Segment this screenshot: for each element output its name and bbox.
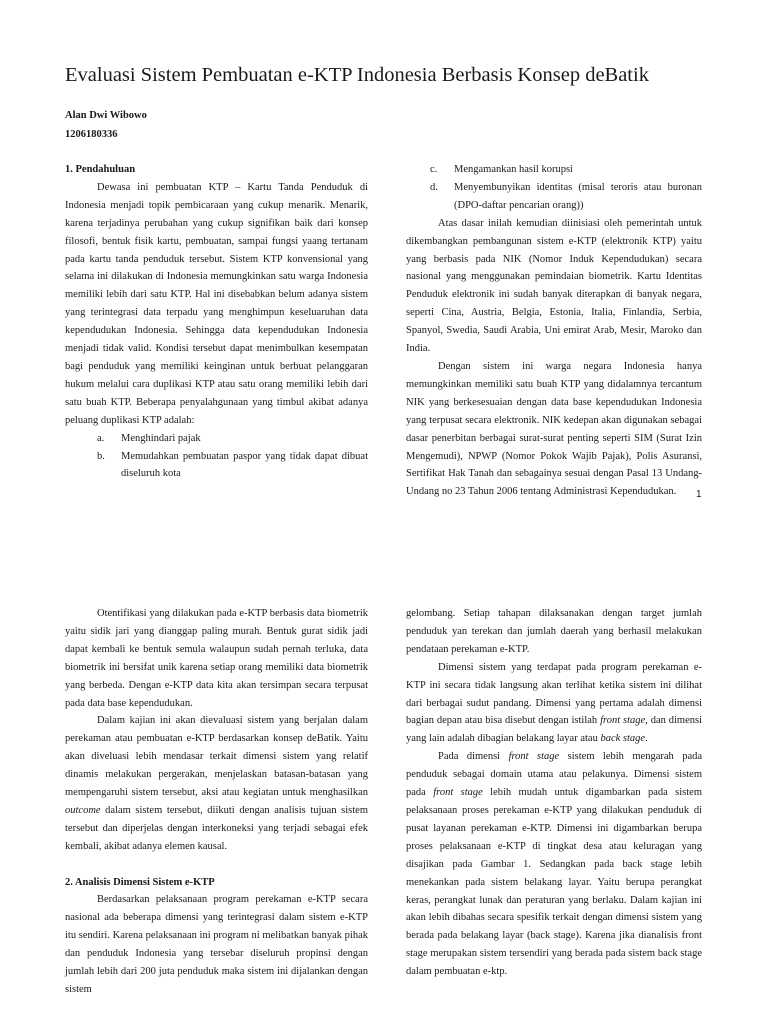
list-marker: a.: [97, 432, 105, 444]
paragraph: [65, 712, 368, 855]
list-text: Menghindari pajak: [121, 432, 201, 444]
student-id: 1206180336: [65, 129, 118, 140]
emphasis-text: front stage: [508, 751, 560, 763]
list-marker: d.: [430, 181, 438, 193]
text-run: dalam sistem tersebut, diikuti dengan analisis tujuan sistem tersebut dan diperjelas dengan interkoneksi yang terjadi sebagai efek kembali, akibat adanya elemen kausal.: [65, 804, 368, 852]
emphasis-text: front stage: [600, 715, 646, 727]
page1-right-column: [406, 161, 702, 501]
text-run: Dimensi sistem yang terdapat pada program perekaman e-KTP ini secara tidak langsung akan terlihat ketika sistem ini dilihat dari berbagai sudut pandang. Dimensi yang pertama adalah dimensi bagian depan atau bisa disebut dengan istilah: [406, 661, 702, 727]
list-item: [406, 179, 702, 215]
author-name: Alan Dwi Wibowo: [65, 110, 147, 121]
page1-left-column: [65, 161, 368, 483]
page2-left-column: [65, 605, 368, 999]
section-heading-introduction: 1. Pendahuluan: [65, 164, 136, 175]
page-separator: [0, 540, 768, 592]
paragraph: Dewasa ini pembuatan KTP – Kartu Tanda Penduduk di Indonesia menjadi topik pembicaraan yang cukup menarik. Menarik, karena terjadinya perubahan yang cukup signifikan baik dari konsep filosofi, bentuk fisik kartu, pembuatan, sampai fungsi yaang tertanam pada kartu tanda penduduk tersebut. Sistem KTP konvensional yang selama ini dilakukan di Indonesia memungkinkan satu warga Indonesia memiliki lebih dari satu KTP. Hal ini disebabkan belum adanya sistem yang terintegrasi data terpadu yang menghimpun keseluaruhan data kependudukan Indonesia. Sehingga data kependudukan Indonesia menjadi tidak valid. Kondisi tersebut dapat menimbulkan kesempatan bagi penduduk yang memiliki keinginan untuk berbuat pelanggaran hukum melalui cara duplikasi KTP atau satu orang memiliki lebih dari satu buah KTP. Beberapa penyalahgunaan yang timbul akibat adanya peluang duplikasi KTP adalah:: [65, 181, 368, 426]
page2-right-column: [406, 605, 702, 981]
list-text: Mengamankan hasil korupsi: [454, 164, 573, 175]
list-text: Memudahkan pembuatan paspor yang tidak dapat dibuat diseluruh kota: [121, 450, 368, 480]
paragraph: [406, 659, 702, 749]
paragraph: Berdasarkan pelaksanaan program perekaman e-KTP secara nasional ada beberapa dimensi yang terintegrasi dalam sistem e-KTP itu sendiri. Karena pelaksanaan ini program ni melibatkan banyak pihak dan penduduk Indonesia yang tersebar diseluruh propinsi dengan jumlah lebih dari 200 juta penduduk maka sistem ini dijalankan dengan sistem: [65, 894, 368, 996]
list-marker: c.: [430, 164, 438, 175]
list-item: [406, 161, 702, 179]
paragraph: Otentifikasi yang dilakukan pada e-KTP berbasis data biometrik yaitu sidik jari yang dianggap paling murah. Bentuk gurat sidik jadi dapat kembali ke bentuk semula walaupun sudah pernah terluka, data biometrik ini bersifat unik karena setiap orang memiliki data biometrik yang berbeda. Dengan e-KTP data kita akan tersimpan secara terpusat pada data base kependudukan.: [65, 608, 368, 709]
text-run: Pada dimensi: [438, 751, 501, 763]
text-run: Dalam kajian ini akan dievaluasi sistem yang berjalan dalam perekaman atau pembuatan e-KTP berdasarkan konsep deBatik. Yaitu akan diveluasi lebih mendasar terkait dimensi sistem yang relatif dinamis melakukan pergerakan, menjelaskan batasan-batasan yang mempengaruhi sistem tersebut, aksi atau kegiatan untuk menghasilkan: [65, 715, 368, 799]
paragraph: Dengan sistem ini warga negara Indonesia hanya memungkinkan memiliki satu buah KTP yang didalamnya tercantum NIK yang berkesesuaian dengan data base kependudukan Indonesia yang terpusat secara elektronik. NIK kedepan akan digunakan sebagai dasar penerbitan berbagai surat-surat penting seperti SIM (Surat Izin Mengemudi), NPWP (Nomor Pokok Wajib Pajak), Polis Asuransi, Sertifikat Hak Tanah dan sebagainya sesuai dengan Pasal 13 Undang-Undang no 23 Tahun 2006 tentang Administrasi Kependudukan.: [406, 360, 702, 498]
text-run: , dan dimensi yang lain adalah dibagian belakang layar atau: [406, 715, 702, 745]
paragraph: gelombang. Setiap tahapan dilaksanakan dengan target jumlah penduduk yan terekan dan jumlah daerah yang berhasil melakukan pendataan perekaman e-KTP.: [406, 608, 702, 655]
emphasis-text: front stage: [433, 787, 483, 799]
paragraph: Atas dasar inilah kemudian diinisiasi oleh pemerintah untuk dikembangkan pembangunan sistem e-KTP (elektronik KTP) yaitu yang berbasis pada NIK (Nomor Induk Kependudukan) secara nasional yang menggunakan pemindaian biometrik. Kartu Identitas Penduduk elektronik ini sudah banyak diterapkan di banyak negara, seperti Cina, Austria, Belgia, Estonia, Italia, Finlandia, Serbia, Spanyol, Swedia, Saudi Arabia, Uni emirat Arab, Mesir, Maroko dan India.: [406, 217, 702, 355]
list-text: Menyembunyikan identitas (misal teroris atau buronan (DPO-daftar pencarian orang)): [454, 181, 702, 211]
spacer: [65, 856, 368, 874]
list-item: [65, 448, 368, 484]
emphasis-text: back stage: [600, 733, 646, 745]
text-run: sistem lebih mengarah pada penduduk sebagai domain utama atau pelakunya. Dimensi sistem pada: [406, 751, 703, 799]
paragraph: [406, 748, 702, 981]
list-item: [65, 430, 368, 448]
section-heading-analysis: 2. Analisis Dimensi Sistem e-KTP: [65, 876, 215, 888]
list-marker: b.: [97, 450, 105, 462]
text-run: .: [645, 733, 648, 745]
paper-title: Evaluasi Sistem Pembuatan e-KTP Indonesia Berbasis Konsep deBatik: [65, 64, 649, 86]
page-number: 1: [696, 489, 702, 500]
document-page-2: [0, 592, 768, 1024]
text-run: lebih mudah untuk digambarkan pada sistem pelaksanaan proses perekaman e-KTP yang dilakukan penduduk di pusat layanan perekaman e-KTP. Dimensi ini digambarkan berupa proses pelaksanaan e-KTP di tingkat desa atau keluragan yang disajikan pada Gambar 1. Sedangkan pada back stage lebih menekankan pada sistem belakang layar. Yaitu berupa perangkat keras, perangkat lunak dan peraturan yang berlaku. Dalam kajian ini akan lebih dibahas secara spesifik terkait dengan dimensi sistem yang berada pada belakang layar (back stage). Karena jika dianalisis front stage merupakan sistem tersendiri yang berada pada sistem back stage dalam pembuatan e-ktp.: [406, 787, 702, 978]
emphasis-text: outcome: [65, 804, 101, 816]
